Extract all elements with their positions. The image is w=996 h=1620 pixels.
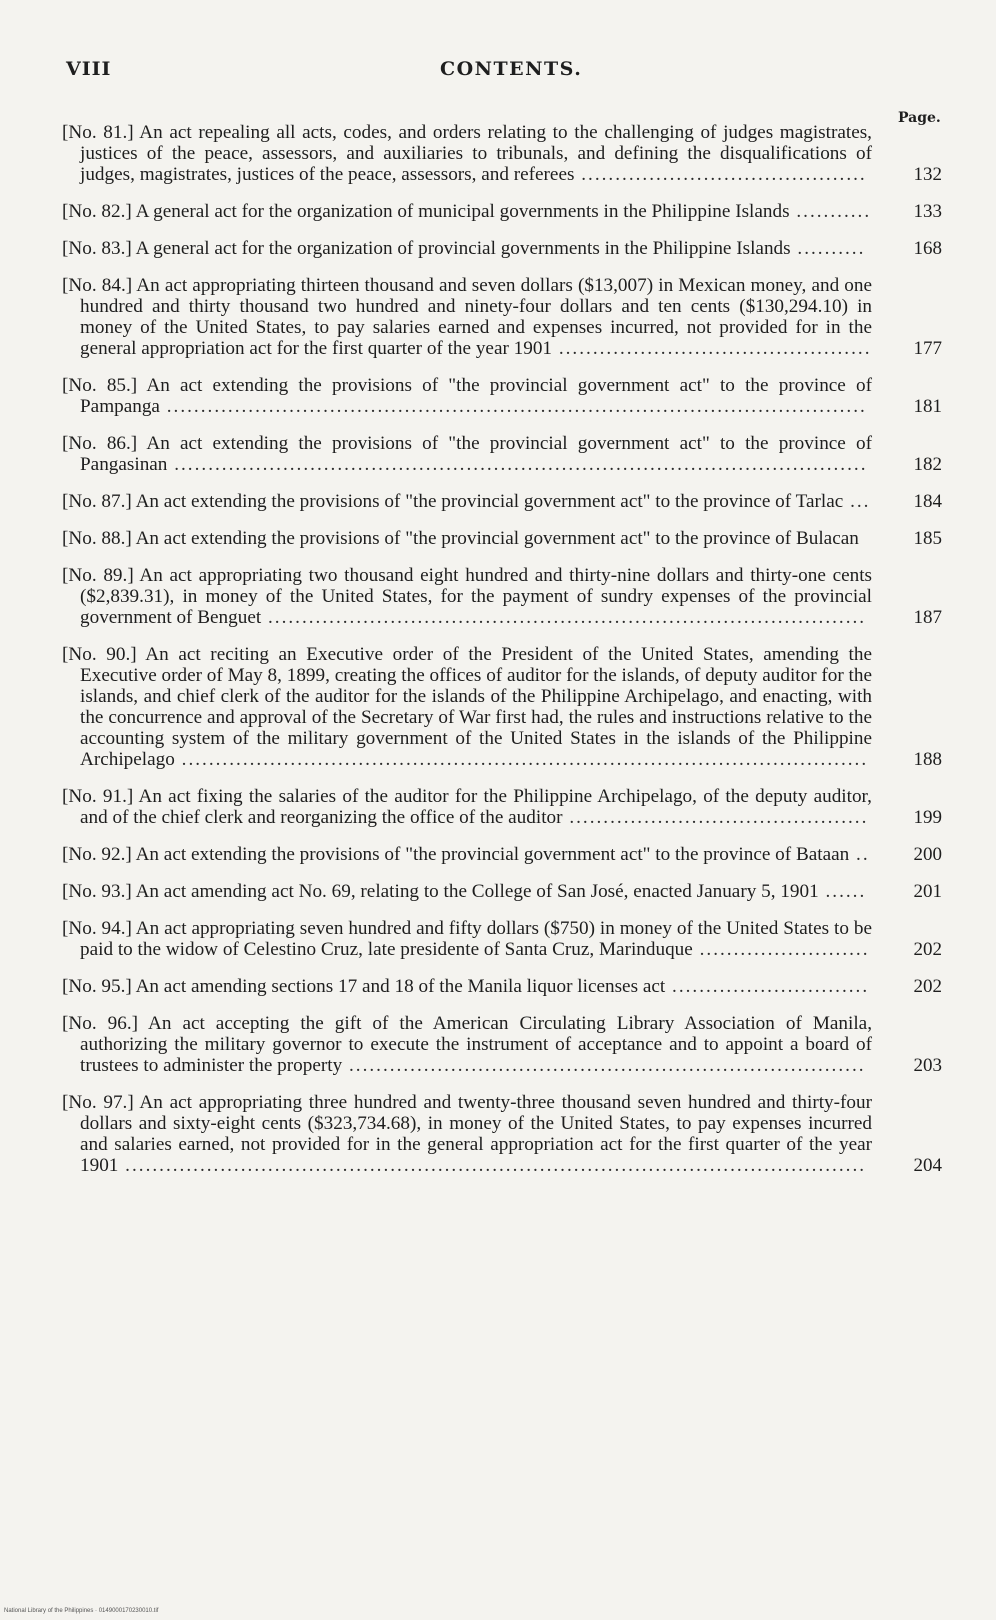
act-title: An act extending the provisions of "the provincial government act" to the province of Bulacan bbox=[135, 528, 859, 549]
act-number: [No. 97.] bbox=[62, 1092, 134, 1113]
entry-page-number: 199 bbox=[913, 807, 942, 828]
entry-text bbox=[62, 786, 872, 828]
act-number: [No. 95.] bbox=[62, 976, 132, 997]
act-number: [No. 84.] bbox=[62, 275, 133, 296]
dot-leader: ..................................................................................................... bbox=[174, 749, 869, 770]
dot-leader: ........... bbox=[789, 201, 872, 222]
entry-page-number: 185 bbox=[913, 528, 942, 549]
running-head: CONTENTS. bbox=[440, 58, 583, 80]
act-number: [No. 83.] bbox=[62, 238, 132, 259]
act-title: An act appropriating three hundred and twenty-three thousand seven hundred and thirty-four dollars and sixty-eight cents ($323,734.68), in money of the United States, to pay expenses incurred and salaries earned, not provided for in the general appropriation act for the first quarter of the year 1901 bbox=[80, 1092, 872, 1176]
entry-text bbox=[62, 122, 872, 185]
dot-leader: ............................. bbox=[665, 976, 870, 997]
entry-text bbox=[62, 918, 872, 960]
contents-list bbox=[62, 122, 942, 1192]
entry-page-number: 177 bbox=[913, 338, 942, 359]
act-title: An act extending the provisions of "the provincial government act" to the province of Pangasinan bbox=[80, 433, 872, 475]
entry-text bbox=[62, 844, 872, 865]
act-number: [No. 81.] bbox=[62, 122, 134, 143]
entry-text bbox=[62, 644, 872, 770]
contents-entry bbox=[62, 1013, 942, 1076]
entry-text bbox=[62, 565, 872, 628]
contents-entry bbox=[62, 881, 942, 902]
entry-page-number: 188 bbox=[913, 749, 942, 770]
act-number: [No. 94.] bbox=[62, 918, 132, 939]
act-title: An act extending the provisions of "the provincial government act" to the province of Pampanga bbox=[80, 375, 872, 417]
act-number: [No. 92.] bbox=[62, 844, 132, 865]
act-number: [No. 91.] bbox=[62, 786, 134, 807]
contents-entry bbox=[62, 1092, 942, 1176]
contents-entry bbox=[62, 976, 942, 997]
entry-page-number: 182 bbox=[913, 454, 942, 475]
contents-entry bbox=[62, 565, 942, 628]
contents-entry bbox=[62, 201, 942, 222]
dot-leader: ...................................................................................................... bbox=[167, 454, 868, 475]
entry-page-number: 181 bbox=[913, 396, 942, 417]
entry-page-number: 200 bbox=[913, 844, 942, 865]
entry-page-number: 202 bbox=[913, 976, 942, 997]
entry-text bbox=[62, 976, 872, 997]
dot-leader: ............................................................................ bbox=[342, 1055, 866, 1076]
contents-entry bbox=[62, 644, 942, 770]
entry-text bbox=[62, 1092, 872, 1176]
contents-entry bbox=[62, 238, 942, 259]
dot-leader: .......................................... bbox=[574, 164, 867, 185]
entry-text bbox=[62, 491, 872, 512]
act-title: An act repealing all acts, codes, and orders relating to the challenging of judges magistrates, justices of the peace, assessors, and auxiliaries to tribunals, and defining the disqualifications of judges, magistrates, justices of the peace, assessors, and referees bbox=[80, 122, 872, 185]
dot-leader: ...... bbox=[818, 881, 867, 902]
act-number: [No. 96.] bbox=[62, 1013, 139, 1034]
entry-text bbox=[62, 433, 872, 475]
entry-page-number: 202 bbox=[913, 939, 942, 960]
page-number: VIII bbox=[66, 58, 112, 80]
entry-text bbox=[62, 881, 872, 902]
dot-leader: ......................... bbox=[692, 939, 870, 960]
act-title: A general act for the organization of municipal governments in the Philippine Islands bbox=[135, 201, 790, 222]
contents-entry bbox=[62, 844, 942, 865]
contents-entry bbox=[62, 528, 942, 549]
entry-text bbox=[62, 528, 872, 549]
contents-entry bbox=[62, 786, 942, 828]
act-title: An act extending the provisions of "the provincial government act" to the province of Tarlac bbox=[135, 491, 844, 512]
entry-text bbox=[62, 275, 872, 359]
act-title: An act appropriating thirteen thousand and seven dollars ($13,007) in Mexican money, and one hundred and thirty thousand two hundred and ninety-four dollars and ten cents ($130,294.10) in money of the United States, to pay salaries earned and expenses incurred, not provided for in the general appropriation act for the first quarter of the year 1901 bbox=[80, 275, 872, 359]
act-number: [No. 93.] bbox=[62, 881, 132, 902]
contents-entry bbox=[62, 375, 942, 417]
entry-page-number: 201 bbox=[913, 881, 942, 902]
act-title: An act amending act No. 69, relating to the College of San José, enacted January 5, 1901 bbox=[135, 881, 819, 902]
entry-text bbox=[62, 375, 872, 417]
dot-leader: .......... bbox=[790, 238, 866, 259]
act-number: [No. 82.] bbox=[62, 201, 132, 222]
entry-text bbox=[62, 1013, 872, 1076]
act-number: [No. 90.] bbox=[62, 644, 137, 665]
entry-page-number: 132 bbox=[913, 164, 942, 185]
entry-page-number: 187 bbox=[913, 607, 942, 628]
entry-text bbox=[62, 238, 872, 259]
dot-leader: .............................................. bbox=[552, 338, 872, 359]
dot-leader: ............................................................................................................. bbox=[118, 1155, 867, 1176]
contents-entry bbox=[62, 433, 942, 475]
act-title: An act amending sections 17 and 18 of the Manila liquor licenses act bbox=[135, 976, 666, 997]
contents-entry bbox=[62, 275, 942, 359]
footer-note: National Library of the Philippines · 0149000170230010.tif bbox=[4, 1608, 159, 1614]
dot-leader: ............................................ bbox=[562, 807, 869, 828]
page-column-label: Page. bbox=[898, 110, 941, 126]
act-title: An act extending the provisions of "the provincial government act" to the province of Bataan bbox=[135, 844, 850, 865]
dot-leader: ........................................................................................ bbox=[261, 607, 867, 628]
act-title: An act appropriating seven hundred and fifty dollars ($750) in money of the United States to be paid to the widow of Celestino Cruz, late presidente of Santa Cruz, Marinduque bbox=[80, 918, 872, 960]
entry-page-number: 184 bbox=[913, 491, 942, 512]
act-number: [No. 89.] bbox=[62, 565, 134, 586]
contents-entry bbox=[62, 918, 942, 960]
contents-entry bbox=[62, 122, 942, 185]
act-number: [No. 88.] bbox=[62, 528, 132, 549]
contents-entry bbox=[62, 491, 942, 512]
act-title: An act fixing the salaries of the auditor for the Philippine Archipelago, of the deputy auditor, and of the chief clerk and reorganizing the office of the auditor bbox=[80, 786, 872, 828]
act-title: An act appropriating two thousand eight hundred and thirty-nine dollars and thirty-one cents ($2,839.31), in money of the United States, for the payment of sundry expenses of the provincial government of Benguet bbox=[80, 565, 872, 628]
act-title: A general act for the organization of provincial governments in the Philippine Islands bbox=[135, 238, 791, 259]
entry-page-number: 203 bbox=[913, 1055, 942, 1076]
dot-leader: ....................................................................................................... bbox=[159, 396, 867, 417]
dot-leader: ... bbox=[843, 491, 871, 512]
act-number: [No. 86.] bbox=[62, 433, 138, 454]
entry-text bbox=[62, 201, 872, 222]
act-number: [No. 85.] bbox=[62, 375, 138, 396]
entry-page-number: 204 bbox=[913, 1155, 942, 1176]
dot-leader: .. bbox=[849, 844, 870, 865]
act-title: An act reciting an Executive order of the President of the United States, amending the Executive order of May 8, 1899, creating the offices of auditor for the islands, of deputy auditor for the islands, and chief clerk of the auditor for the islands of the Philippine Archipelago, and enacting, with the concurrence and approval of the Secretary of War first had, the rules and instructions relative to the accounting system of the military government of the United States in the islands of the Philippine Archipelago bbox=[80, 644, 873, 770]
act-title: An act accepting the gift of the American Circulating Library Association of Manila, authorizing the military governor to execute the instrument of acceptance and to appoint a board of trustees to administer the property bbox=[80, 1013, 872, 1076]
entry-page-number: 133 bbox=[913, 201, 942, 222]
entry-page-number: 168 bbox=[913, 238, 942, 259]
act-number: [No. 87.] bbox=[62, 491, 132, 512]
